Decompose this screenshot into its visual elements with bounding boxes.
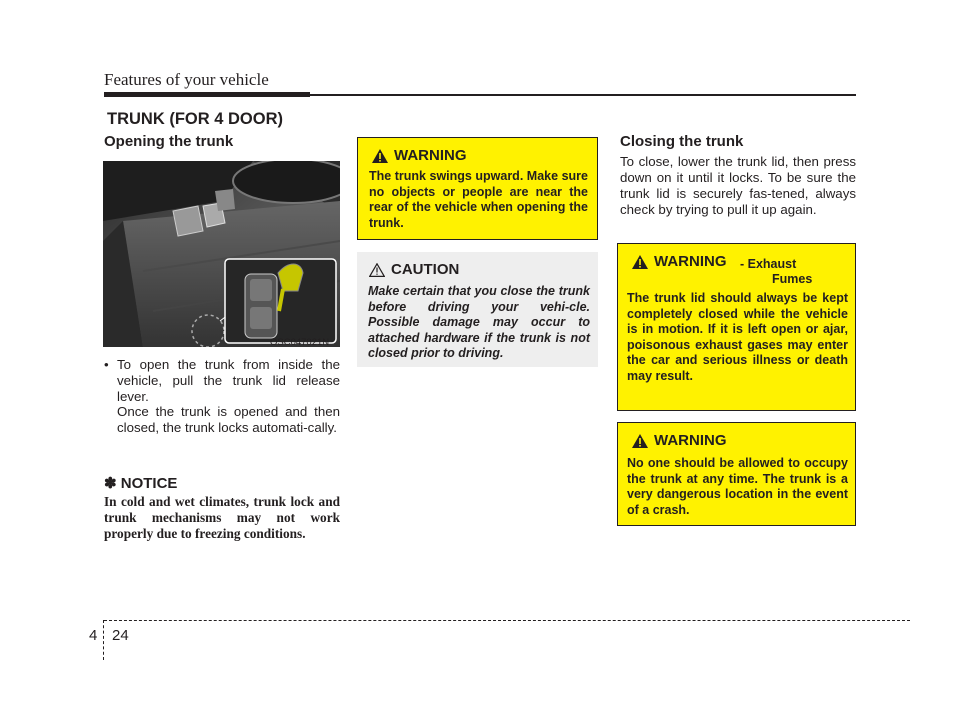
caution-title: CAUTION	[391, 261, 460, 278]
warning-box-exhaust	[617, 243, 856, 411]
warning-subtitle-cont: Fumes	[772, 272, 813, 286]
closing-body: To close, lower the trunk lid, then press down on it until it locks. To be sure the trunk lid is securely fas-tened, always check by trying to pull it up again.	[620, 154, 856, 217]
opening-heading: Opening the trunk	[104, 133, 234, 150]
bullet-continuation: Once the trunk is opened and then closed, the trunk locks automati-cally.	[117, 404, 340, 435]
warning-icon	[632, 255, 648, 269]
bullet-dot: •	[104, 357, 109, 372]
chapter-number: 4	[89, 627, 98, 644]
warning-body: No one should be allowed to occupy the trunk at any time. The trunk is a very dangerous location in the event of a crash.	[627, 456, 848, 517]
closing-heading: Closing the trunk	[620, 133, 744, 150]
footer-rule	[104, 620, 910, 621]
section-title: TRUNK (FOR 4 DOOR)	[107, 110, 283, 128]
car-floor-illustration	[103, 161, 340, 347]
warning-subtitle: - Exhaust	[740, 257, 797, 271]
warning-icon	[632, 434, 648, 448]
footer-divider	[103, 620, 104, 660]
page-number: 24	[112, 627, 129, 644]
warning-body: The trunk lid should always be kept completely closed while the vehicle is in motion. If it is left open or ajar, poisonous exhaust gases may enter the car and serious illness or death may result.	[627, 291, 848, 383]
notice-heading: ✽ NOTICE	[104, 475, 178, 492]
running-header: Features of your vehicle	[104, 70, 269, 89]
trunk-release-photo	[103, 161, 340, 347]
image-caption: OSC047021N	[270, 337, 330, 348]
caution-body: Make certain that you close the trunk before driving your vehi-cle. Possible damage may occur to attached hardware if the trunk is not closed prior to driving.	[368, 284, 590, 360]
warning-title: WARNING	[654, 432, 727, 449]
warning-box-occupancy	[617, 422, 856, 526]
warning-icon	[372, 149, 388, 163]
notice-body: In cold and wet climates, trunk lock and trunk mechanisms may not work properly due to freezing conditions.	[104, 494, 340, 541]
header-rule	[310, 94, 856, 96]
warning-body: The trunk swings upward. Make sure no objects or people are near the rear of the vehicle when opening the trunk.	[369, 169, 588, 230]
caution-icon	[369, 263, 385, 277]
bullet-text: To open the trunk from inside the vehicle, pull the trunk lid release lever.	[117, 357, 340, 404]
warning-title: WARNING	[394, 147, 467, 164]
bullet-item	[104, 357, 340, 405]
header-bar	[104, 92, 310, 97]
caution-box	[357, 252, 598, 367]
warning-title: WARNING	[654, 253, 727, 270]
warning-box-trunk-swing	[357, 137, 598, 240]
